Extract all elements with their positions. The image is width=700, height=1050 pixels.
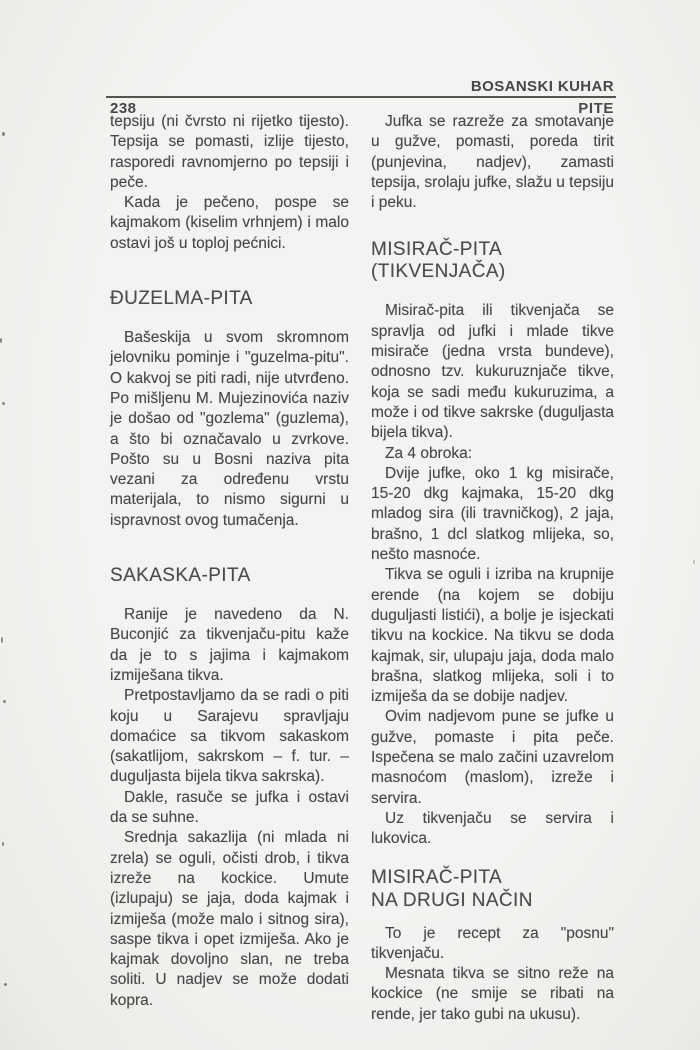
section-heading-duzelma-pita: ĐUZELMA-PITA bbox=[110, 288, 253, 310]
paragraph: Mesnata tikva se sitno reže na kockice (ne smije se ribati na rende, jer tako gubi na ukusu). bbox=[371, 965, 614, 1023]
paragraph: Jufka se razreže za smotavanje u gužve, pomasti, poreda tirit (punjevina, nadjev), zamasti tepsija, srolaju jufke, slažu u tepsiju i peku. bbox=[371, 113, 614, 212]
paragraph: Bašeskija u svom skromnom jelovniku pominje i "guzelma-pitu". O kakvoj se piti radi, nije utvrđeno. Po mišljenu M. Mujezinovića naziv je došao od "gozlema" (guzlema), a što bi označavalo u zvrkove. Pošto su u Bosni naziva pita vezani za određenu vrstu materijala, to nismo sigurni u ispravnost ovog tumačenja. bbox=[110, 329, 349, 529]
scan-speck bbox=[0, 338, 2, 343]
scan-speck bbox=[2, 132, 5, 136]
paragraph: Pretpostavljamo da se radi o piti koju u Sarajevu spravljaju domaćice sa tikvom sakaskom (sakatlijom, sakrskom – f. tur. – duguljasta bijela tikva sakrska). bbox=[110, 687, 349, 786]
scan-speck bbox=[4, 983, 7, 986]
paragraph: To je recept za "posnu" tikvenjaču. bbox=[371, 924, 614, 962]
right-text-column bbox=[371, 112, 614, 1025]
scan-speck bbox=[3, 700, 6, 703]
running-head-book-title: BOSANSKI KUHAR bbox=[470, 78, 614, 95]
paragraph: Srednja sakazlija (ni mlada ni zrela) se oguli, očisti drob, i tikva izreže na kockice. Umute (izlupaju) se jaja, doda kajmak i izmiješa (može malo i sitnog sira), saspe tikva i opet izmiješa. Ako je kajmak dovoljno slan, ne treba soliti. U nadjev se može dodati kopra. bbox=[110, 829, 349, 1009]
servings-line: Za 4 obroka: bbox=[385, 444, 473, 462]
scan-speck bbox=[2, 402, 5, 405]
scan-speck bbox=[693, 560, 695, 564]
paragraph: Kada je pečeno, pospe se kajmakom (kiselim vrhnjem) i malo ostavi još u toploj pećnici. bbox=[110, 194, 349, 252]
scan-speck bbox=[1, 637, 3, 643]
paragraph: Tikva se oguli i izriba na krupnije erende (na kojem se dobiju duguljasti listići), a bolje je isjeckati tikvu na kockice. Na tikvu se doda kajmak, sir, ulupaju jaja, doda malo brašna, slatkog mlijeka, soli i to izmiješa da se dobije nadjev. bbox=[371, 566, 614, 706]
paragraph-continuation: tepsiju (ni čvrsto ni rijetko tijesto). Tepsija se pomasti, izlije tijesto, rasporedi ravnomjerno po tepsiji i peče. bbox=[110, 113, 349, 191]
ingredients-paragraph: Dvije jufke, oko 1 kg misirače, 15-20 dkg kajmaka, 15-20 dkg mladog sira (ili travničkog), 2 jaja, brašno, 1 dcl slatkog mlijeka, so, nešto masnoće. bbox=[371, 464, 614, 564]
paragraph: Ovim nadjevom pune se jufke u gužve, pomaste i pita peče. Ispečena se malo začini uzavrelom masnoćom (maslom), izreže i servira. bbox=[371, 708, 614, 807]
heading-line-1: MISIRAČ-PITA bbox=[371, 866, 503, 888]
paragraph: Uz tikvenjaču se servira i lukovica. bbox=[371, 809, 614, 848]
left-text-column bbox=[110, 112, 349, 1011]
paragraph: Misirač-pita ili tikvenjača se spravlja od jufki i mlade tikve misirače (jedna vrsta bundeve), odnosno tzv. kukuruznjače tikve, koja se sadi među kukuruzima, a može i od tikve sakrske (duguljasta bijela tikva). bbox=[371, 302, 614, 442]
running-head-chapter: PITE bbox=[578, 100, 614, 117]
heading-line-2: NA DRUGI NAČIN bbox=[371, 889, 533, 911]
section-heading-misirac-pita-na-drugi-nacin bbox=[371, 866, 614, 912]
paragraph: Ranije je navedeno da N. Buconjić za tikvenjaču-pitu kaže da je to s jajima i kajmakom izmiješana tikva. bbox=[110, 606, 349, 684]
page-number: 238 bbox=[110, 100, 137, 117]
header-rule bbox=[106, 96, 616, 98]
section-heading-misirac-pita: MISIRAČ-PITA (TIKVENJAČA) bbox=[371, 239, 506, 283]
scan-speck bbox=[2, 842, 4, 846]
section-heading-sakaska-pita: SAKASKA-PITA bbox=[110, 565, 251, 587]
paragraph: Dakle, rasuče se jufka i ostavi da se suhne. bbox=[110, 788, 349, 827]
